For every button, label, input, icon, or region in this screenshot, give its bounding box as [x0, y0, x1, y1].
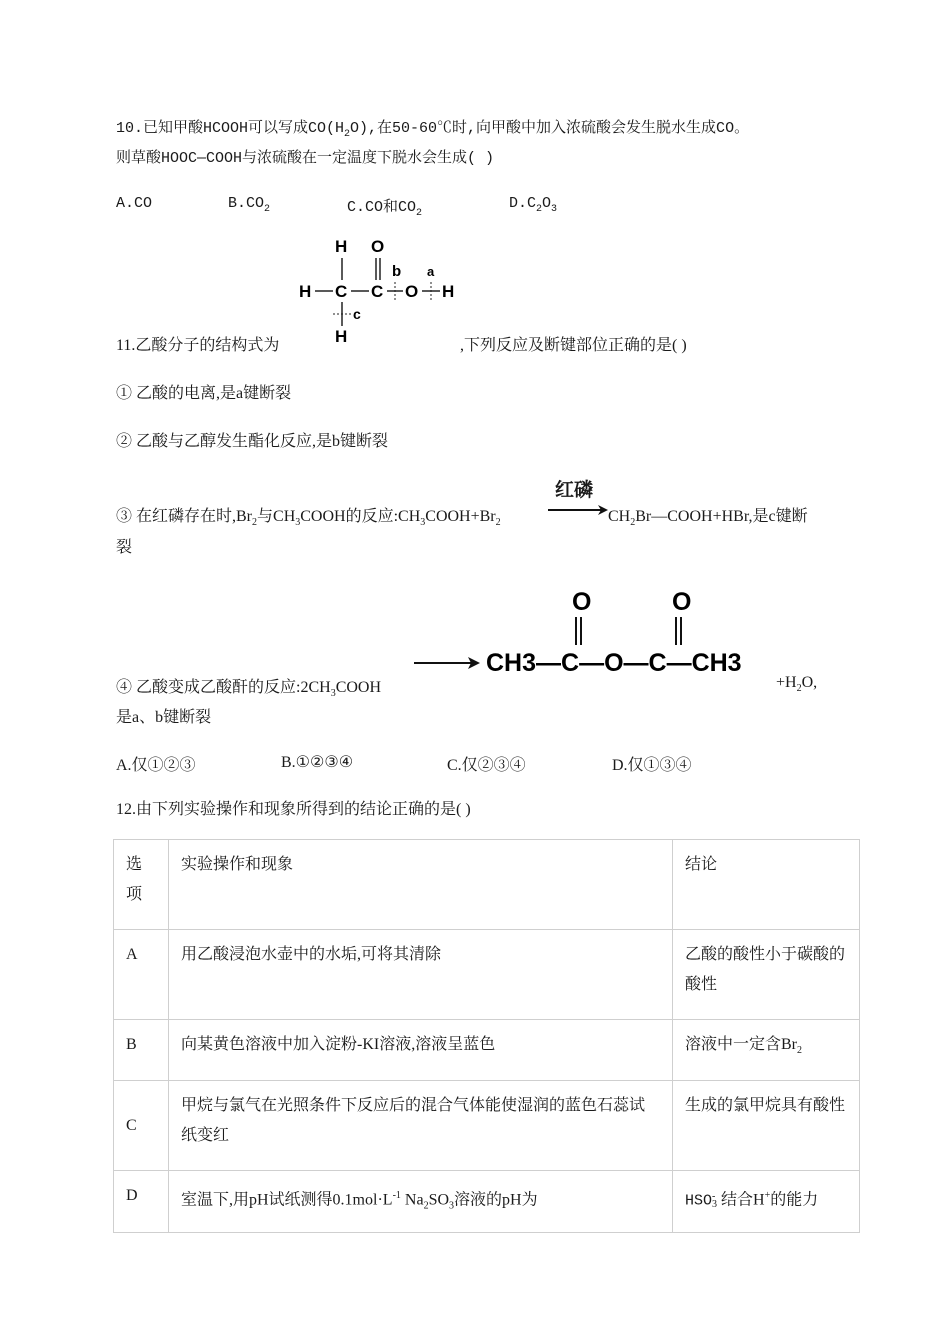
table-row — [114, 1171, 860, 1233]
q11-intro: 11.乙酸分子的结构式为 — [116, 337, 280, 354]
row-b-conclusion: 溶液中一定含$Br_2$ — [673, 1020, 860, 1081]
row-b-operation: 向某黄色溶液中加入淀粉-KI溶液,溶液呈蓝色 — [169, 1020, 673, 1081]
q10-line2: 则草酸HOOC—COOH与浓硫酸在一定温度下脱水会生成( ) — [116, 150, 495, 167]
header-operation: 实验操作和现象 — [169, 840, 673, 930]
q10-option-a: A.CO — [116, 195, 153, 212]
row-a-operation: 用乙酸浸泡水壶中的水垢,可将其清除 — [169, 930, 673, 1020]
acetic-acid-structure — [295, 232, 465, 348]
header-option: 选项 — [114, 840, 169, 930]
q11-option-a: A.仅①②③ — [116, 757, 196, 774]
q12-question: 12.由下列实验操作和现象所得到的结论正确的是( ) — [116, 801, 471, 818]
struct-o-mid: O — [405, 282, 419, 301]
q11-statement-2: ② 乙酸与乙醇发生酯化反应,是b键断裂 — [116, 433, 389, 450]
anhydride-o-left: O — [572, 588, 592, 616]
row-d-operation: 室温下,用pH试纸测得$0.1mol\cdot L^{-1}$ $Na_2SO_3$溶液的pH为 — [169, 1171, 673, 1233]
q11-intro-tail: ,下列反应及断键部位正确的是( ) — [460, 337, 687, 354]
catalyst-red-phosphorus: 红磷 — [555, 479, 594, 501]
row-c-option: C — [114, 1081, 169, 1171]
q11-statement-4-tail: $+H_2O$, — [776, 674, 818, 695]
q10-option-c: C.CO和$CO_2$ — [347, 199, 423, 219]
struct-h-top: H — [335, 237, 348, 256]
struct-label-c: c — [353, 306, 361, 322]
q10-option-b: $B.CO_2$ — [228, 195, 271, 215]
table-row — [114, 1081, 860, 1171]
row-c-conclusion: 生成的氯甲烷具有酸性 — [673, 1081, 860, 1171]
q11-option-c: C.仅②③④ — [447, 757, 526, 774]
struct-label-a: a — [427, 264, 435, 279]
q11-statement-3-line2: 裂 — [116, 539, 133, 556]
anhydride-product: CH3—C—O—C—CH3 — [486, 649, 742, 677]
table-row — [114, 930, 860, 1020]
q11-option-b: B.①②③④ — [281, 754, 354, 771]
row-a-option: A — [114, 930, 169, 1020]
table-header-row — [114, 840, 860, 930]
struct-c1: C — [335, 282, 348, 301]
row-b-option: B — [114, 1020, 169, 1081]
q12-table — [113, 839, 860, 1233]
struct-h-right: H — [442, 282, 455, 301]
table-row — [114, 1020, 860, 1081]
q10-option-d: $D.C_2O_3$ — [509, 195, 558, 215]
reaction-arrow-3 — [546, 503, 610, 517]
q11-statement-4-line2: 是a、b键断裂 — [116, 709, 212, 726]
q10-line1: 10.已知甲酸HCOOH可以写成$CO(H_2O)$,在50-60℃时,向甲酸中加入浓硫酸会发生脱水生成CO。 — [116, 120, 750, 140]
row-d-option: D — [114, 1171, 169, 1233]
q11-statement-4: ④ 乙酸变成乙酸酐的反应$:2CH_3COOH$ — [116, 679, 382, 700]
struct-o-top: O — [371, 237, 385, 256]
q11-option-d: D.仅①③④ — [612, 757, 692, 774]
struct-h-bottom: H — [335, 327, 348, 346]
struct-label-b: b — [392, 263, 402, 280]
struct-c2: C — [371, 282, 384, 301]
acetic-anhydride-structure — [410, 585, 775, 685]
row-a-conclusion: 乙酸的酸性小于碳酸的酸性 — [673, 930, 860, 1020]
header-conclusion: 结论 — [673, 840, 860, 930]
struct-h-left: H — [299, 282, 312, 301]
q11-statement-3-product: $CH_2Br—COOH+HBr$,是c键断 — [608, 508, 808, 529]
row-d-conclusion: HSO- 3 结合H+的能力 — [673, 1171, 860, 1233]
q11-statement-3: ③ 在红磷存在时$,Br_2$与$CH_3COOH$的反应$:CH_3COOH+Br_2$ — [116, 508, 501, 529]
row-c-operation: 甲烷与氯气在光照条件下反应后的混合气体能使湿润的蓝色石蕊试纸变红 — [169, 1081, 673, 1171]
anhydride-o-right: O — [672, 588, 692, 616]
q11-statement-1: ① 乙酸的电离,是a键断裂 — [116, 385, 292, 402]
